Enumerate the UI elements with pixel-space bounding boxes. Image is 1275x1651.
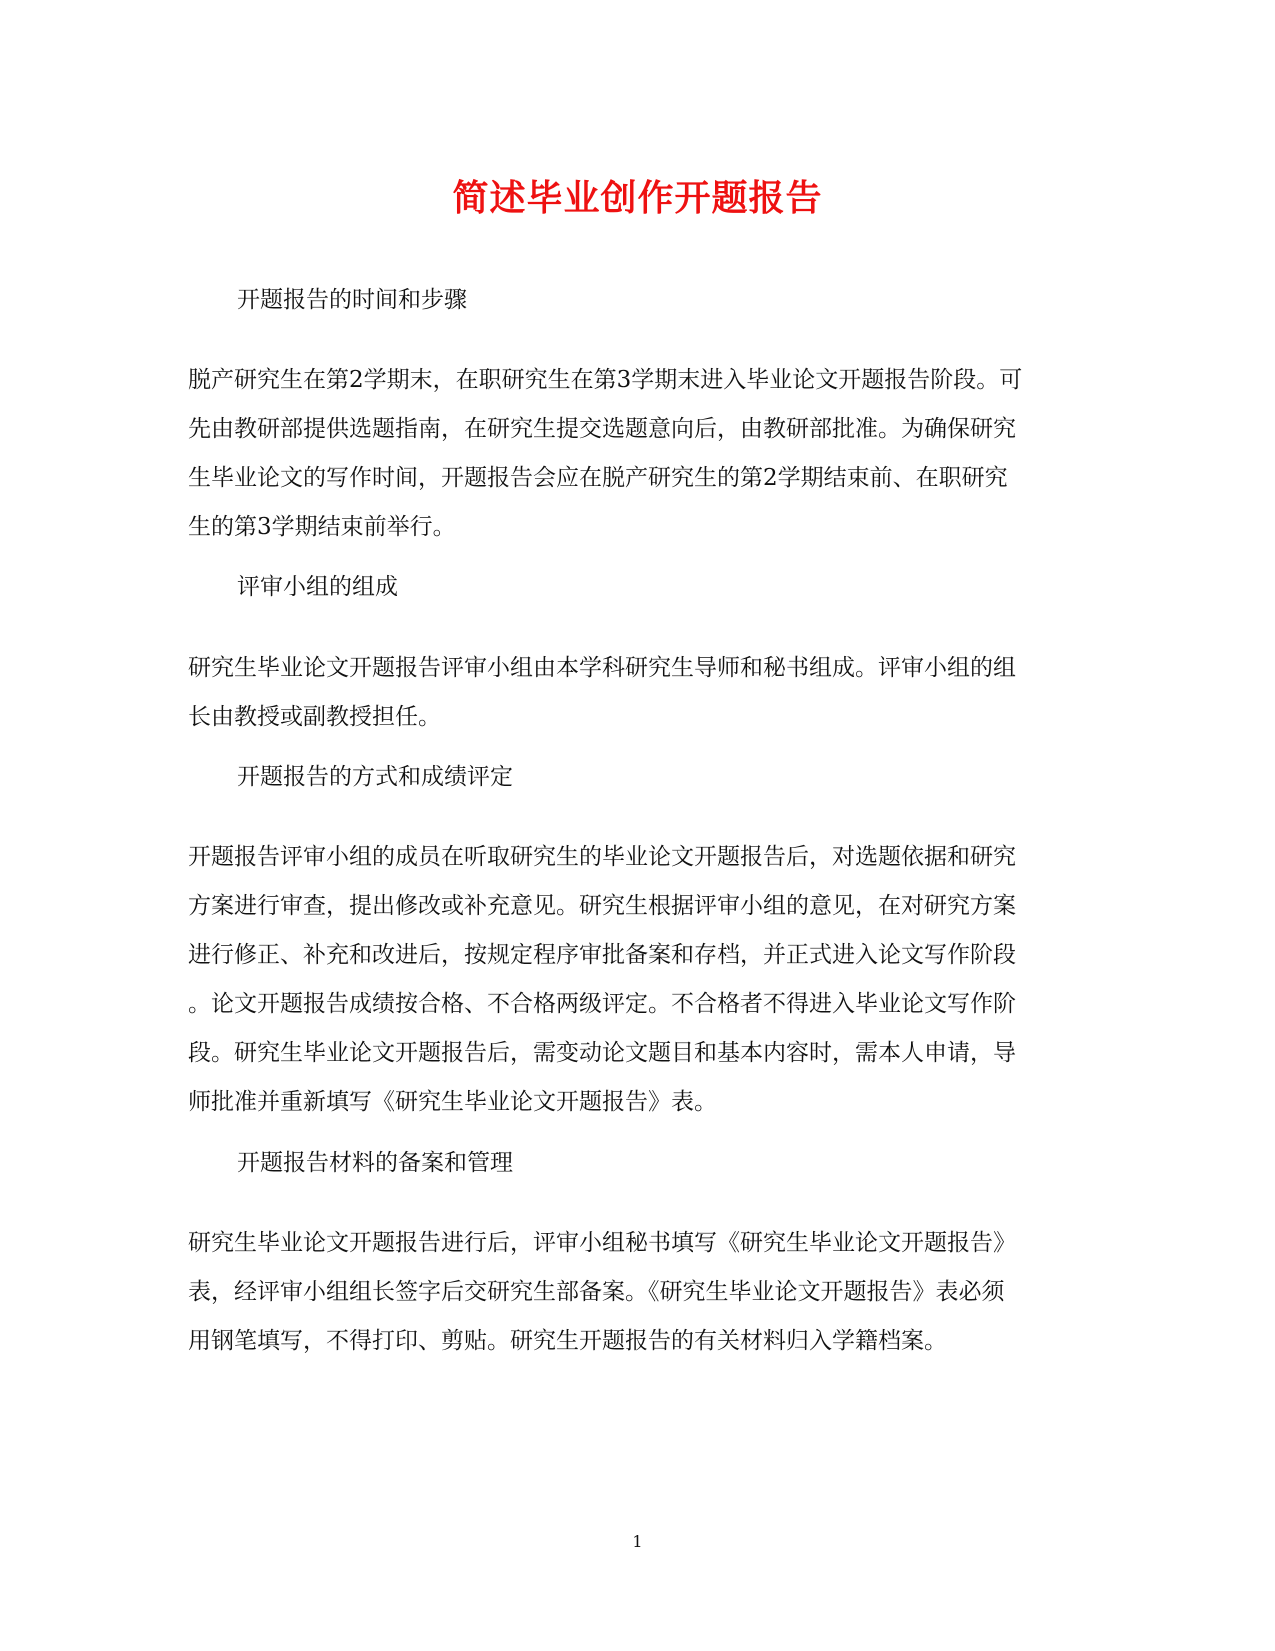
- section-heading: 开题报告材料的备案和管理: [237, 1150, 513, 1176]
- paragraph-line: 用钢笔填写，不得打印、剪贴。研究生开题报告的有关材料归入学籍档案。: [188, 1328, 947, 1354]
- paragraph-line: 。论文开题报告成绩按合格、不合格两级评定。不合格者不得进入毕业论文写作阶: [188, 991, 1016, 1017]
- paragraph-line: 长由教授或副教授担任。: [188, 704, 441, 730]
- paragraph-line: 脱产研究生在第2学期末，在职研究生在第3学期末进入毕业论文开题报告阶段。可: [188, 367, 1023, 393]
- paragraph-line: 进行修正、补充和改进后，按规定程序审批备案和存档，并正式进入论文写作阶段: [188, 942, 1016, 968]
- document-title: 简述毕业创作开题报告: [452, 177, 823, 219]
- section-heading: 评审小组的组成: [237, 574, 398, 600]
- paragraph-line: 生毕业论文的写作时间，开题报告会应在脱产研究生的第2学期结束前、在职研究: [188, 465, 1008, 491]
- paragraph-line: 开题报告评审小组的成员在听取研究生的毕业论文开题报告后，对选题依据和研究: [188, 844, 1016, 870]
- paragraph-line: 师批准并重新填写《研究生毕业论文开题报告》表。: [188, 1089, 717, 1115]
- section-heading: 开题报告的时间和步骤: [237, 287, 467, 313]
- paragraph-line: 方案进行审查，提出修改或补充意见。研究生根据评审小组的意见，在对研究方案: [188, 893, 1016, 919]
- paragraph-line: 表，经评审小组组长签字后交研究生部备案。《研究生毕业论文开题报告》表必须: [188, 1279, 1005, 1305]
- paragraph-line: 研究生毕业论文开题报告进行后，评审小组秘书填写《研究生毕业论文开题报告》: [188, 1230, 1016, 1256]
- section-paragraph: [188, 644, 1088, 742]
- section-paragraph: [188, 1219, 1088, 1366]
- paragraph-line: 先由教研部提供选题指南，在研究生提交选题意向后，由教研部批准。为确保研究: [188, 416, 1016, 442]
- section-paragraph: [188, 356, 1088, 552]
- section-heading: 开题报告的方式和成绩评定: [237, 764, 513, 790]
- paragraph-line: 生的第3学期结束前举行。: [188, 514, 456, 540]
- page-number: 1: [632, 1532, 643, 1551]
- paragraph-line: 段。研究生毕业论文开题报告后，需变动论文题目和基本内容时，需本人申请，导: [188, 1040, 1016, 1066]
- section-paragraph: [188, 833, 1088, 1127]
- paragraph-line: 研究生毕业论文开题报告评审小组由本学科研究生导师和秘书组成。评审小组的组: [188, 655, 1016, 681]
